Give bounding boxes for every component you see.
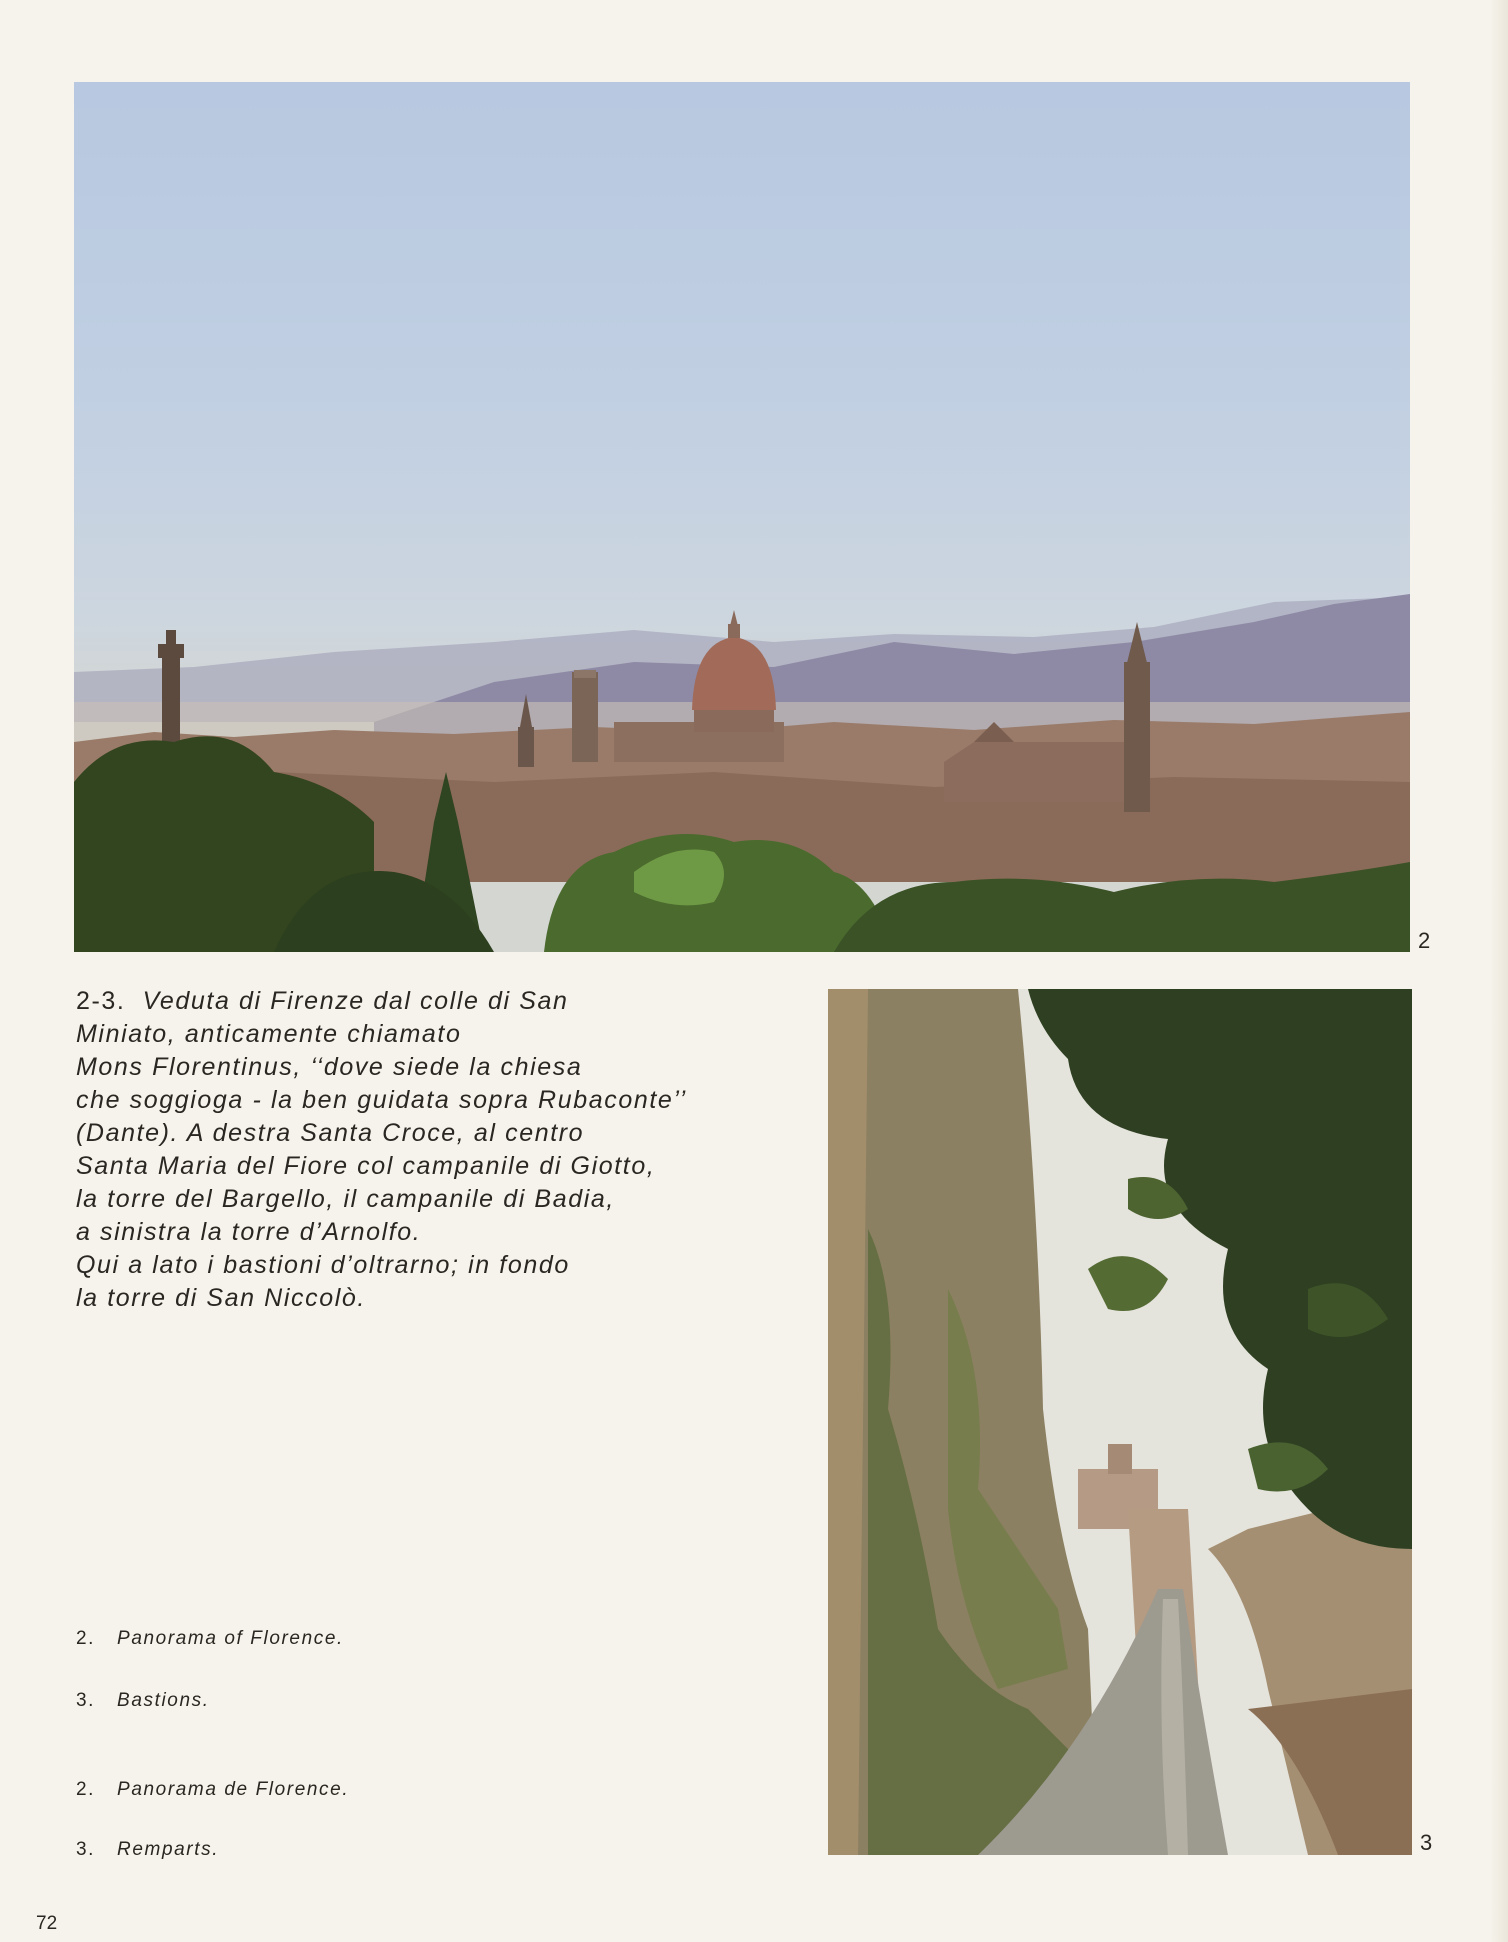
figure-number-2: 2 — [1418, 928, 1431, 953]
caption-text: Remparts. — [117, 1839, 220, 1860]
caption-line: la torre di San Niccolò. — [76, 1284, 366, 1312]
caption-line: che soggioga - la ben guidata sopra Rubaconte’’ — [76, 1086, 687, 1114]
caption-line: Santa Maria del Fiore col campanile di Giotto, — [76, 1152, 656, 1180]
caption-ref: 2-3. — [76, 987, 126, 1015]
caption-line: a sinistra la torre d’Arnolfo. — [76, 1218, 422, 1246]
caption-text: Panorama de Florence. — [117, 1779, 350, 1800]
caption-italian — [76, 985, 816, 1315]
caption-line: (Dante). A destra Santa Croce, al centro — [76, 1119, 585, 1147]
caption-number: 2. — [76, 1628, 96, 1649]
caption-line: Miniato, anticamente chiamato — [76, 1020, 462, 1048]
caption-english-2 — [76, 1628, 344, 1650]
caption-line: Qui a lato i bastioni d’oltrarno; in fondo — [76, 1251, 570, 1279]
figure-number-3: 3 — [1420, 1830, 1433, 1855]
caption-number: 3. — [76, 1690, 96, 1711]
bastions-road-photo — [828, 989, 1412, 1855]
caption-line-text: Veduta di Firenze dal colle di San — [142, 987, 569, 1015]
caption-line: Mons Florentinus, ‘‘dove siede la chiesa — [76, 1053, 583, 1081]
caption-english-3 — [76, 1690, 210, 1712]
caption-french-3 — [76, 1839, 219, 1861]
caption-text: Bastions. — [117, 1690, 210, 1711]
caption-line: la torre del Bargello, il campanile di Badia, — [76, 1185, 615, 1213]
florence-panorama-photo — [74, 82, 1410, 952]
caption-text: Panorama of Florence. — [117, 1628, 344, 1649]
caption-line — [76, 985, 816, 1018]
page-number: 72 — [36, 1913, 58, 1934]
page-edge — [1490, 0, 1508, 1942]
caption-number: 3. — [76, 1839, 96, 1860]
caption-number: 2. — [76, 1779, 96, 1800]
caption-french-2 — [76, 1779, 349, 1801]
